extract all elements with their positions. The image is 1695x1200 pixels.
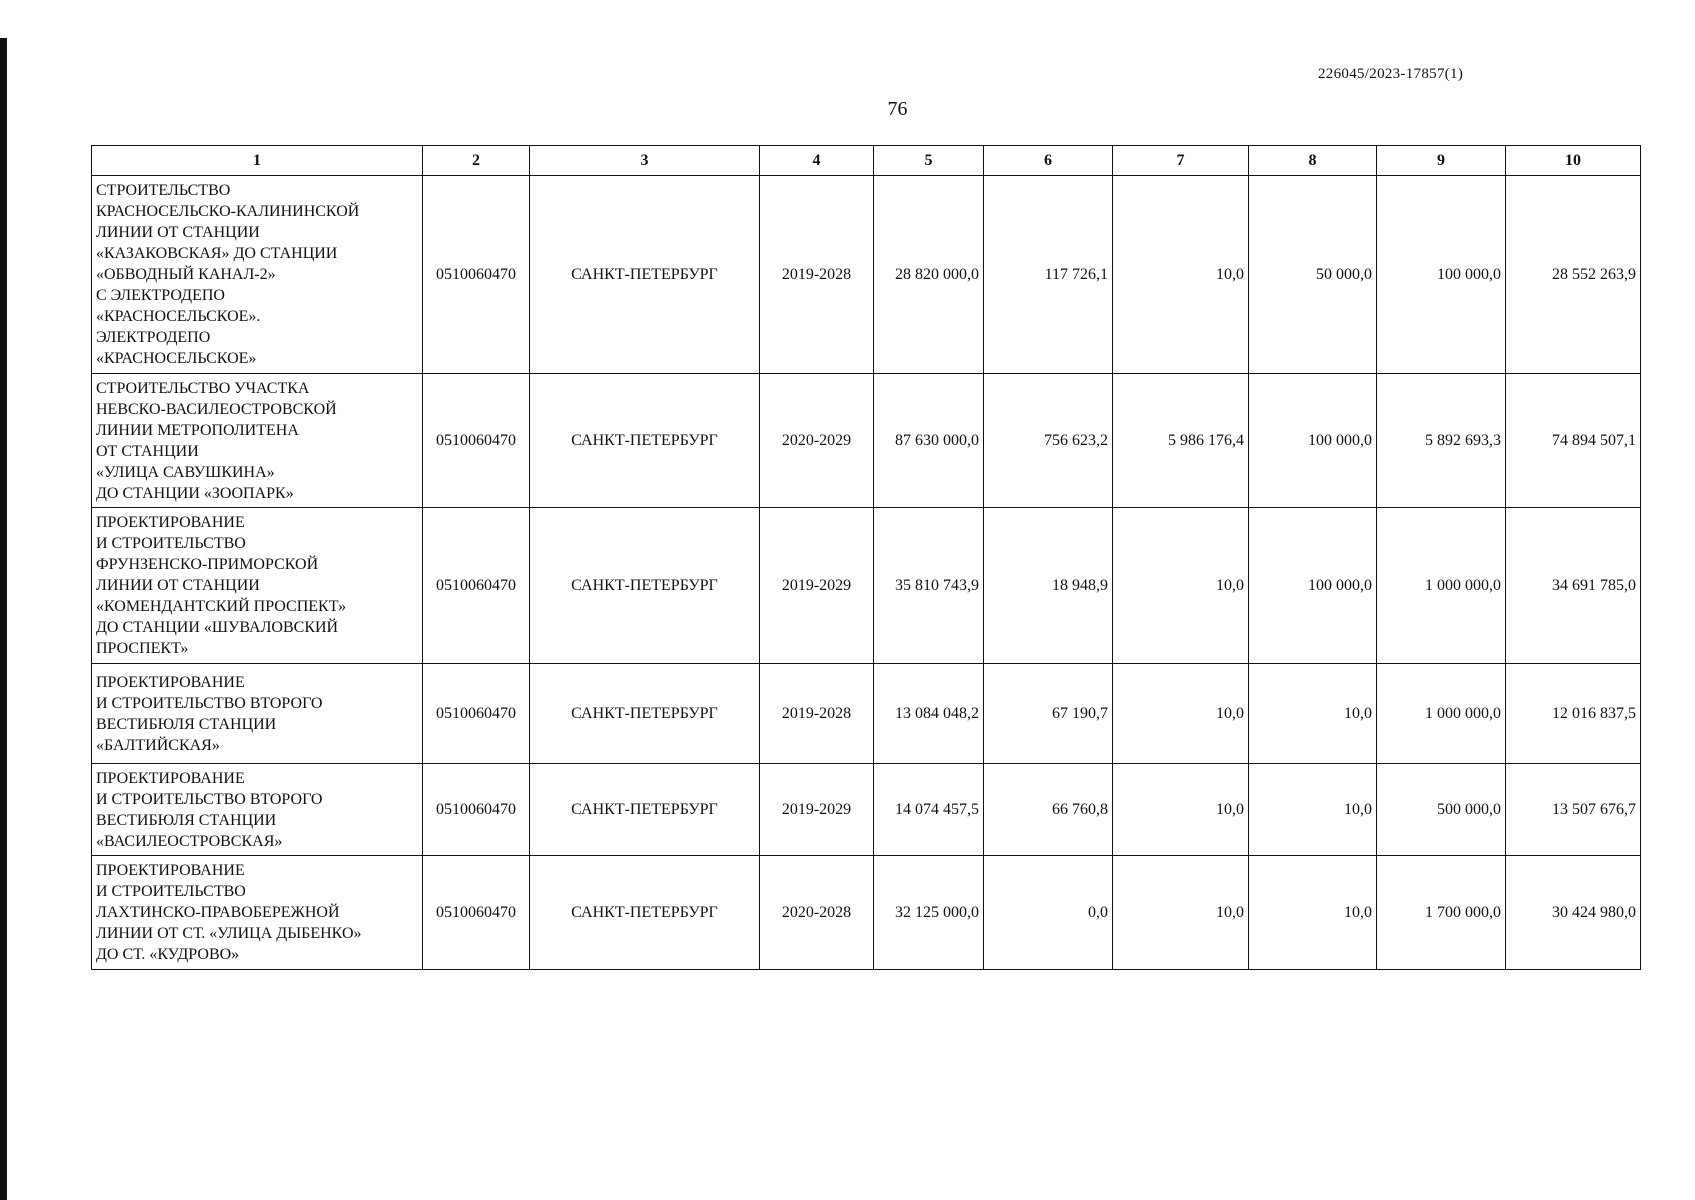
- amount-cell-col6: 0,0: [984, 856, 1113, 970]
- budget-code-cell: 0510060470: [423, 856, 530, 970]
- budget-code-cell: 0510060470: [423, 764, 530, 856]
- amount-cell-col5: 28 820 000,0: [874, 176, 984, 374]
- amount-cell-col8: 10,0: [1249, 856, 1377, 970]
- page-number: 76: [887, 98, 908, 120]
- region-cell: САНКТ-ПЕТЕРБУРГ: [530, 664, 760, 764]
- amount-cell-col9: 1 700 000,0: [1377, 856, 1506, 970]
- project-name-line: ДО СТАНЦИИ «ШУВАЛОВСКИЙ: [96, 619, 339, 636]
- amount-cell-col9: 500 000,0: [1377, 764, 1506, 856]
- project-name-line: «КАЗАКОВСКАЯ» ДО СТАНЦИИ: [96, 245, 338, 262]
- project-name-line: КРАСНОСЕЛЬСКО-КАЛИНИНСКОЙ: [96, 203, 360, 220]
- amount-cell-col7: 10,0: [1113, 176, 1249, 374]
- project-name-line: «КОМЕНДАНТСКИЙ ПРОСПЕКТ»: [96, 598, 347, 615]
- project-name-line: ПРОЕКТИРОВАНИЕ: [96, 862, 245, 879]
- project-name-line: СТРОИТЕЛЬСТВО: [96, 182, 231, 199]
- amount-cell-col10: 34 691 785,0: [1506, 508, 1641, 664]
- project-name-line: ВЕСТИБЮЛЯ СТАНЦИИ: [96, 811, 277, 829]
- region-cell: САНКТ-ПЕТЕРБУРГ: [530, 764, 760, 856]
- table-row: [92, 664, 1641, 764]
- project-name-line: ПРОЕКТИРОВАНИЕ: [96, 514, 245, 531]
- region-cell: САНКТ-ПЕТЕРБУРГ: [530, 176, 760, 374]
- table-row: [92, 856, 1641, 970]
- amount-cell-col7: 10,0: [1113, 764, 1249, 856]
- amount-cell-col10: 28 552 263,9: [1506, 176, 1641, 374]
- project-name-line: ПРОСПЕКТ»: [96, 640, 189, 657]
- amount-cell-col7: 5 986 176,4: [1113, 374, 1249, 508]
- project-name-line: «КРАСНОСЕЛЬСКОЕ».: [96, 308, 261, 325]
- amount-cell-col10: 12 016 837,5: [1506, 664, 1641, 764]
- project-name-line: И СТРОИТЕЛЬСТВО ВТОРОГО: [96, 694, 323, 712]
- amount-cell-col9: 1 000 000,0: [1377, 664, 1506, 764]
- amount-cell-col9: 100 000,0: [1377, 176, 1506, 374]
- amount-cell-col8: 10,0: [1249, 764, 1377, 856]
- column-header: 6: [984, 146, 1113, 176]
- amount-cell-col9: 1 000 000,0: [1377, 508, 1506, 664]
- period-cell: 2020-2028: [760, 856, 874, 970]
- amount-cell-col10: 30 424 980,0: [1506, 856, 1641, 970]
- amount-cell-col8: 100 000,0: [1249, 508, 1377, 664]
- amount-cell-col7: 10,0: [1113, 856, 1249, 970]
- scan-edge-border: [0, 38, 7, 1200]
- column-header: 5: [874, 146, 984, 176]
- column-header: 7: [1113, 146, 1249, 176]
- amount-cell-col5: 35 810 743,9: [874, 508, 984, 664]
- amount-cell-col5: 14 074 457,5: [874, 764, 984, 856]
- project-name-line: «ОБВОДНЫЙ КАНАЛ-2»: [96, 266, 276, 283]
- period-cell: 2019-2028: [760, 664, 874, 764]
- project-name-line: ДО СТ. «КУДРОВО»: [96, 946, 240, 963]
- budget-code-cell: 0510060470: [423, 508, 530, 664]
- amount-cell-col5: 32 125 000,0: [874, 856, 984, 970]
- column-header: 10: [1506, 146, 1641, 176]
- amount-cell-col6: 117 726,1: [984, 176, 1113, 374]
- project-name-cell: [92, 176, 423, 374]
- project-name-line: ВЕСТИБЮЛЯ СТАНЦИИ: [96, 715, 277, 733]
- project-name-line: НЕВСКО-ВАСИЛЕОСТРОВСКОЙ: [96, 400, 337, 418]
- project-name-line: ЛИНИИ ОТ СТАНЦИИ: [96, 224, 260, 241]
- project-name-line: ЛИНИИ ОТ СТ. «УЛИЦА ДЫБЕНКО»: [96, 925, 362, 942]
- project-name-line: И СТРОИТЕЛЬСТВО ВТОРОГО: [96, 790, 323, 808]
- amount-cell-col5: 13 084 048,2: [874, 664, 984, 764]
- project-name-line: «ВАСИЛЕОСТРОВСКАЯ»: [96, 832, 283, 850]
- column-header: 3: [530, 146, 760, 176]
- project-name-line: ОТ СТАНЦИИ: [96, 442, 199, 460]
- project-name-cell: [92, 374, 423, 508]
- amount-cell-col6: 67 190,7: [984, 664, 1113, 764]
- project-name-line: ПРОЕКТИРОВАНИЕ: [96, 673, 245, 691]
- project-name-line: СТРОИТЕЛЬСТВО УЧАСТКА: [96, 379, 310, 397]
- investment-projects-table: [91, 145, 1641, 970]
- project-name-line: «БАЛТИЙСКАЯ»: [96, 736, 220, 754]
- project-name-line: И СТРОИТЕЛЬСТВО: [96, 535, 246, 552]
- table-row: [92, 508, 1641, 664]
- amount-cell-col8: 100 000,0: [1249, 374, 1377, 508]
- project-name-line: ЛАХТИНСКО-ПРАВОБЕРЕЖНОЙ: [96, 904, 340, 921]
- amount-cell-col6: 66 760,8: [984, 764, 1113, 856]
- amount-cell-col9: 5 892 693,3: [1377, 374, 1506, 508]
- amount-cell-col7: 10,0: [1113, 508, 1249, 664]
- budget-code-cell: 0510060470: [423, 664, 530, 764]
- budget-code-cell: 0510060470: [423, 374, 530, 508]
- amount-cell-col6: 18 948,9: [984, 508, 1113, 664]
- amount-cell-col8: 50 000,0: [1249, 176, 1377, 374]
- amount-cell-col8: 10,0: [1249, 664, 1377, 764]
- budget-code-cell: 0510060470: [423, 176, 530, 374]
- region-cell: САНКТ-ПЕТЕРБУРГ: [530, 856, 760, 970]
- table-row: [92, 764, 1641, 856]
- column-header: 8: [1249, 146, 1377, 176]
- amount-cell-col10: 13 507 676,7: [1506, 764, 1641, 856]
- column-number-header-row: [92, 146, 1641, 176]
- project-name-line: ДО СТАНЦИИ «ЗООПАРК»: [96, 484, 294, 502]
- project-name-line: «УЛИЦА САВУШКИНА»: [96, 463, 275, 481]
- table-row: [92, 374, 1641, 508]
- column-header: 9: [1377, 146, 1506, 176]
- amount-cell-col5: 87 630 000,0: [874, 374, 984, 508]
- amount-cell-col10: 74 894 507,1: [1506, 374, 1641, 508]
- project-name-line: ЭЛЕКТРОДЕПО: [96, 329, 211, 346]
- project-name-line: ФРУНЗЕНСКО-ПРИМОРСКОЙ: [96, 556, 319, 573]
- table-row: [92, 176, 1641, 374]
- project-name-cell: [92, 508, 423, 664]
- column-header: 1: [92, 146, 423, 176]
- project-name-line: «КРАСНОСЕЛЬСКОЕ»: [96, 350, 257, 367]
- column-header: 4: [760, 146, 874, 176]
- project-name-line: ПРОЕКТИРОВАНИЕ: [96, 769, 245, 787]
- amount-cell-col7: 10,0: [1113, 664, 1249, 764]
- region-cell: САНКТ-ПЕТЕРБУРГ: [530, 508, 760, 664]
- period-cell: 2019-2028: [760, 176, 874, 374]
- period-cell: 2020-2029: [760, 374, 874, 508]
- column-header: 2: [423, 146, 530, 176]
- project-name-cell: [92, 856, 423, 970]
- project-name-line: И СТРОИТЕЛЬСТВО: [96, 883, 246, 900]
- project-name-line: ЛИНИИ МЕТРОПОЛИТЕНА: [96, 421, 299, 439]
- region-cell: САНКТ-ПЕТЕРБУРГ: [530, 374, 760, 508]
- project-name-line: ЛИНИИ ОТ СТАНЦИИ: [96, 577, 260, 594]
- document-registration-number: 226045/2023-17857(1): [1318, 66, 1464, 82]
- project-name-line: С ЭЛЕКТРОДЕПО: [96, 287, 225, 304]
- project-name-cell: [92, 664, 423, 764]
- project-name-cell: [92, 764, 423, 856]
- period-cell: 2019-2029: [760, 764, 874, 856]
- amount-cell-col6: 756 623,2: [984, 374, 1113, 508]
- period-cell: 2019-2029: [760, 508, 874, 664]
